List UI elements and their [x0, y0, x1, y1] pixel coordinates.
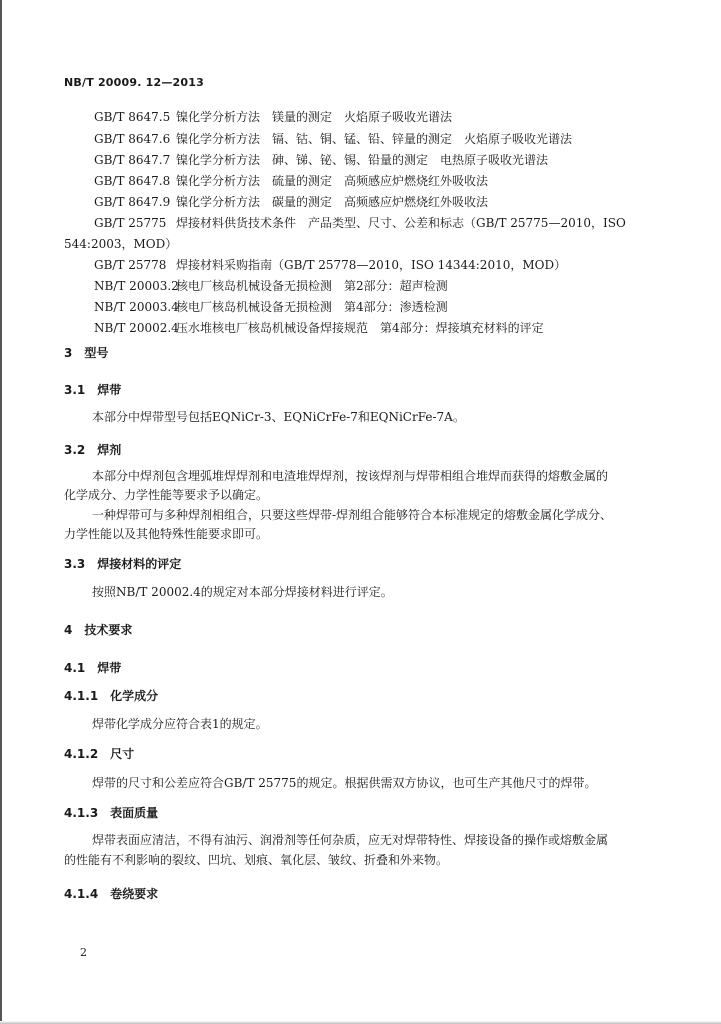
- reference-item: [94, 172, 654, 189]
- reference-code: GB/T 8647.5: [94, 110, 171, 124]
- reference-title: 镍化学分析方法 砷、锑、铋、锡、铅量的测定 电热原子吸收光谱法: [176, 153, 549, 167]
- reference-item: [94, 151, 654, 168]
- reference-code: GB/T 8647.9: [94, 195, 171, 209]
- reference-title: 镍化学分析方法 镉、钴、铜、锰、铅、锌量的测定 火焰原子吸收光谱法: [176, 132, 573, 146]
- section-title: 表面质量: [110, 806, 159, 820]
- section-4-1-4-heading: [64, 885, 158, 902]
- reference-item: [94, 214, 654, 231]
- reference-code: GB/T 8647.6: [94, 132, 171, 146]
- section-number: 4.1: [64, 661, 86, 675]
- section-number: 4: [64, 623, 73, 637]
- section-4-1-3-heading: [64, 804, 158, 821]
- section-number: 3: [64, 346, 73, 360]
- section-4-1-3-body-line1: 焊带表面应清洁，不得有油污、润滑剂等任何杂质，应无对焊带特性、焊接设备的操作或熔敷金属: [92, 833, 609, 847]
- section-title: 尺寸: [110, 747, 135, 761]
- section-title: 焊带: [97, 661, 122, 675]
- section-3-1-heading: [64, 381, 121, 398]
- reference-item: [94, 298, 654, 315]
- reference-continuation: 544:2003，MOD）: [64, 237, 178, 251]
- section-title: 焊剂: [97, 443, 122, 457]
- reference-item: [94, 193, 654, 210]
- section-4-1-2-heading: [64, 745, 134, 762]
- section-4-1-3-body-line2: 的性能有不利影响的裂纹、凹坑、划痕、氧化层、皱纹、折叠和外来物。: [64, 853, 449, 867]
- reference-title: 焊接材料采购指南（GB/T 25778—2010，ISO 14344:2010，MOD）: [176, 258, 567, 272]
- reference-item: [94, 256, 654, 273]
- section-3-2-para1-line1: 本部分中焊剂包含埋弧堆焊焊剂和电渣堆焊焊剂，按该焊剂与焊带相组合堆焊而获得的熔敷金属的: [92, 469, 609, 483]
- section-4-1-1-heading: [64, 687, 158, 704]
- reference-title: 焊接材料供货技术条件 产品类型、尺寸、公差和标志（GB/T 25775—2010，ISO: [176, 216, 626, 230]
- page-number: 2: [80, 946, 87, 959]
- reference-title: 镍化学分析方法 碳量的测定 高频感应炉燃烧红外吸收法: [176, 195, 489, 209]
- section-4-1-1-body: 焊带化学成分应符合表1的规定。: [92, 717, 268, 731]
- section-number: 3.1: [64, 383, 86, 397]
- section-3-1-body: 本部分中焊带型号包括EQNiCr-3、EQNiCrFe-7和EQNiCrFe-7A。: [92, 410, 465, 424]
- section-4-1-heading: [64, 659, 121, 676]
- section-number: 4.1.3: [64, 806, 99, 820]
- section-4-1-2-body: 焊带的尺寸和公差应符合GB/T 25775的规定。根据供需双方协议，也可生产其他尺寸的焊带。: [92, 776, 597, 790]
- section-title: 焊带: [97, 383, 122, 397]
- section-3-2-para2-line1: 一种焊带可与多种焊剂相组合，只要这些焊带-焊剂组合能够符合本标准规定的熔敷金属化学成分、: [92, 508, 613, 522]
- section-3-2-para1-line2: 化学成分、力学性能等要求予以确定。: [64, 488, 269, 502]
- document-code-header: NB/T 20009. 12—2013: [64, 76, 204, 89]
- section-number: 3.2: [64, 443, 86, 457]
- reference-code: GB/T 25775: [94, 216, 167, 230]
- reference-title: 镍化学分析方法 镁量的测定 火焰原子吸收光谱法: [176, 110, 453, 124]
- section-number: 3.3: [64, 557, 86, 571]
- section-title: 技术要求: [84, 623, 133, 637]
- reference-code: GB/T 8647.7: [94, 153, 171, 167]
- section-number: 4.1.1: [64, 689, 99, 703]
- section-3-2-heading: [64, 441, 121, 458]
- scan-edge-left: [0, 0, 2, 1024]
- section-3-3-heading: [64, 555, 181, 572]
- section-3-heading: [64, 344, 108, 361]
- section-4-heading: [64, 621, 132, 638]
- section-title: 化学成分: [110, 689, 159, 703]
- section-title: 卷绕要求: [110, 887, 159, 901]
- reference-code: GB/T 8647.8: [94, 174, 171, 188]
- reference-item: [94, 130, 654, 147]
- reference-title: 镍化学分析方法 硫量的测定 高频感应炉燃烧红外吸收法: [176, 174, 489, 188]
- reference-code: GB/T 25778: [94, 258, 167, 272]
- reference-item: [94, 108, 654, 125]
- section-number: 4.1.4: [64, 887, 99, 901]
- reference-code: NB/T 20003.4: [94, 300, 179, 314]
- reference-code: NB/T 20002.4: [94, 321, 179, 335]
- reference-title: 核电厂核岛机械设备无损检测 第4部分：渗透检测: [176, 300, 448, 314]
- reference-item: [94, 277, 654, 294]
- section-title: 型号: [84, 346, 109, 360]
- reference-item: [94, 319, 654, 336]
- section-3-2-para2-line2: 力学性能以及其他特殊性能要求即可。: [64, 527, 269, 541]
- reference-title: 压水堆核电厂核岛机械设备焊接规范 第4部分：焊接填充材料的评定: [176, 321, 544, 335]
- reference-title: 核电厂核岛机械设备无损检测 第2部分：超声检测: [176, 279, 448, 293]
- section-title: 焊接材料的评定: [97, 557, 182, 571]
- reference-code: NB/T 20003.2: [94, 279, 179, 293]
- section-number: 4.1.2: [64, 747, 99, 761]
- section-3-3-body: 按照NB/T 20002.4的规定对本部分焊接材料进行评定。: [92, 585, 393, 599]
